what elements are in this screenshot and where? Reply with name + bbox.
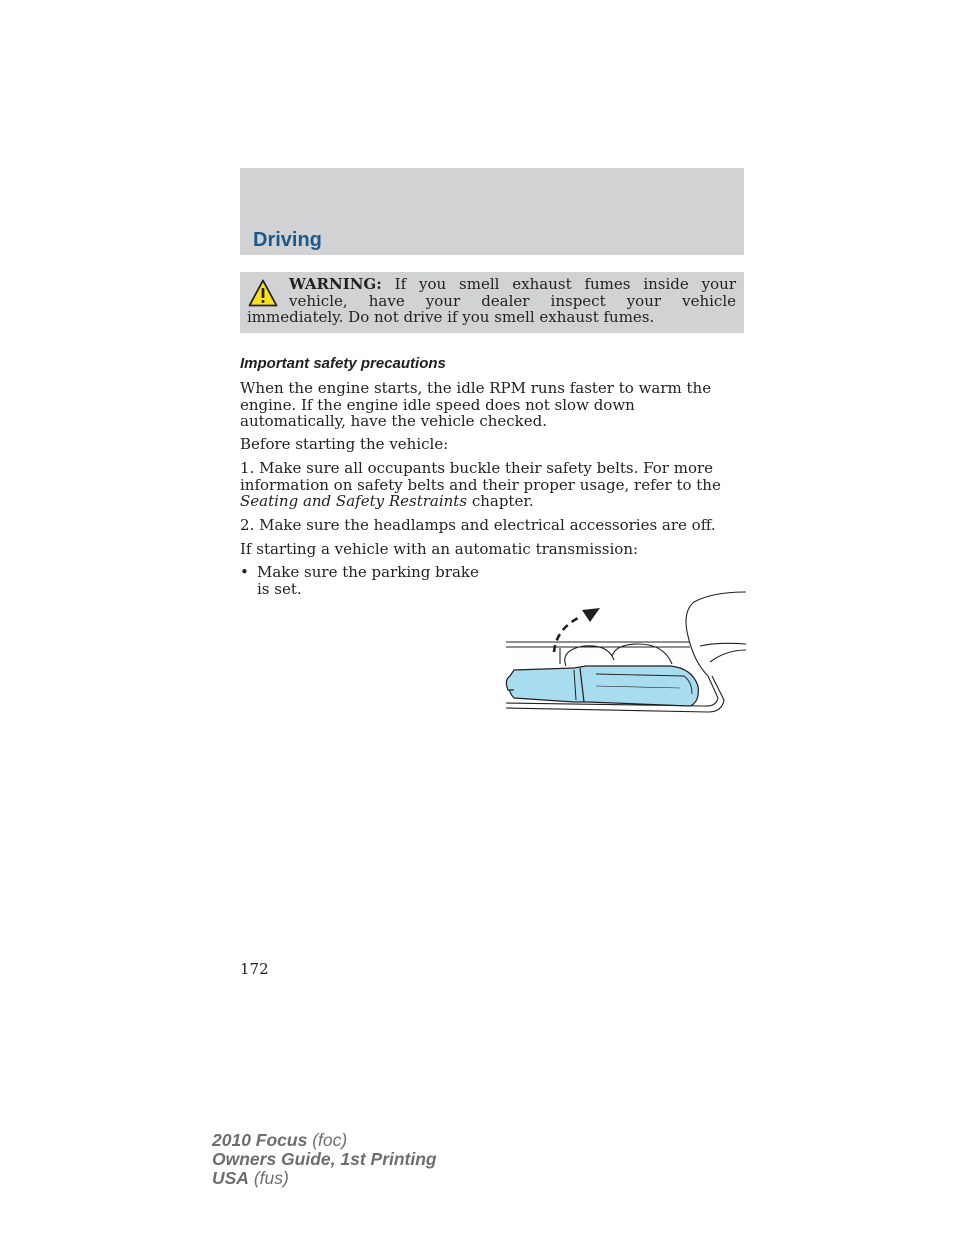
warning-label: WARNING: — [289, 275, 382, 293]
bullet-text: Make sure the parking brake is set. — [257, 563, 479, 598]
parking-brake-lever-icon — [504, 590, 746, 718]
paragraph-idle-rpm: When the engine starts, the idle RPM runs faster to warm the engine. If the engine idle speed does not slow down automatically, have the vehicle checked. — [240, 379, 712, 430]
paragraph-before-starting: Before starting the vehicle: — [240, 435, 449, 453]
step-1-safety-belts: 1. Make sure all occupants buckle their safety belts. For more information on safety belts and their proper usage, refer to the Seating and Safety Restraints chapter. — [240, 459, 721, 510]
paragraph-automatic-transmission: If starting a vehicle with an automatic transmission: — [240, 540, 639, 558]
section-title: Driving — [253, 229, 322, 251]
step-2-headlamps: 2. Make sure the headlamps and electrical accessories are off. — [240, 516, 716, 534]
subheading-safety-precautions: Important safety precautions — [240, 355, 446, 372]
footer-line-market: USA (fus) — [212, 1168, 289, 1188]
section-header-band — [240, 168, 744, 255]
bullet-symbol: • — [240, 563, 249, 581]
page-number: 172 — [240, 960, 269, 978]
warning-box — [240, 272, 744, 333]
footer-line-model: 2010 Focus (foc) — [212, 1130, 348, 1150]
footer-publication-info — [212, 1131, 437, 1188]
warning-message: If you smell exhaust fumes inside your vehicle, have your dealer inspect your vehicle immediately. Do not drive if you smell exhaust fumes. — [247, 275, 736, 326]
footer-line-guide: Owners Guide, 1st Printing — [212, 1149, 437, 1169]
warning-text — [247, 276, 736, 326]
chapter-reference: Seating and Safety Restraints — [240, 492, 468, 510]
